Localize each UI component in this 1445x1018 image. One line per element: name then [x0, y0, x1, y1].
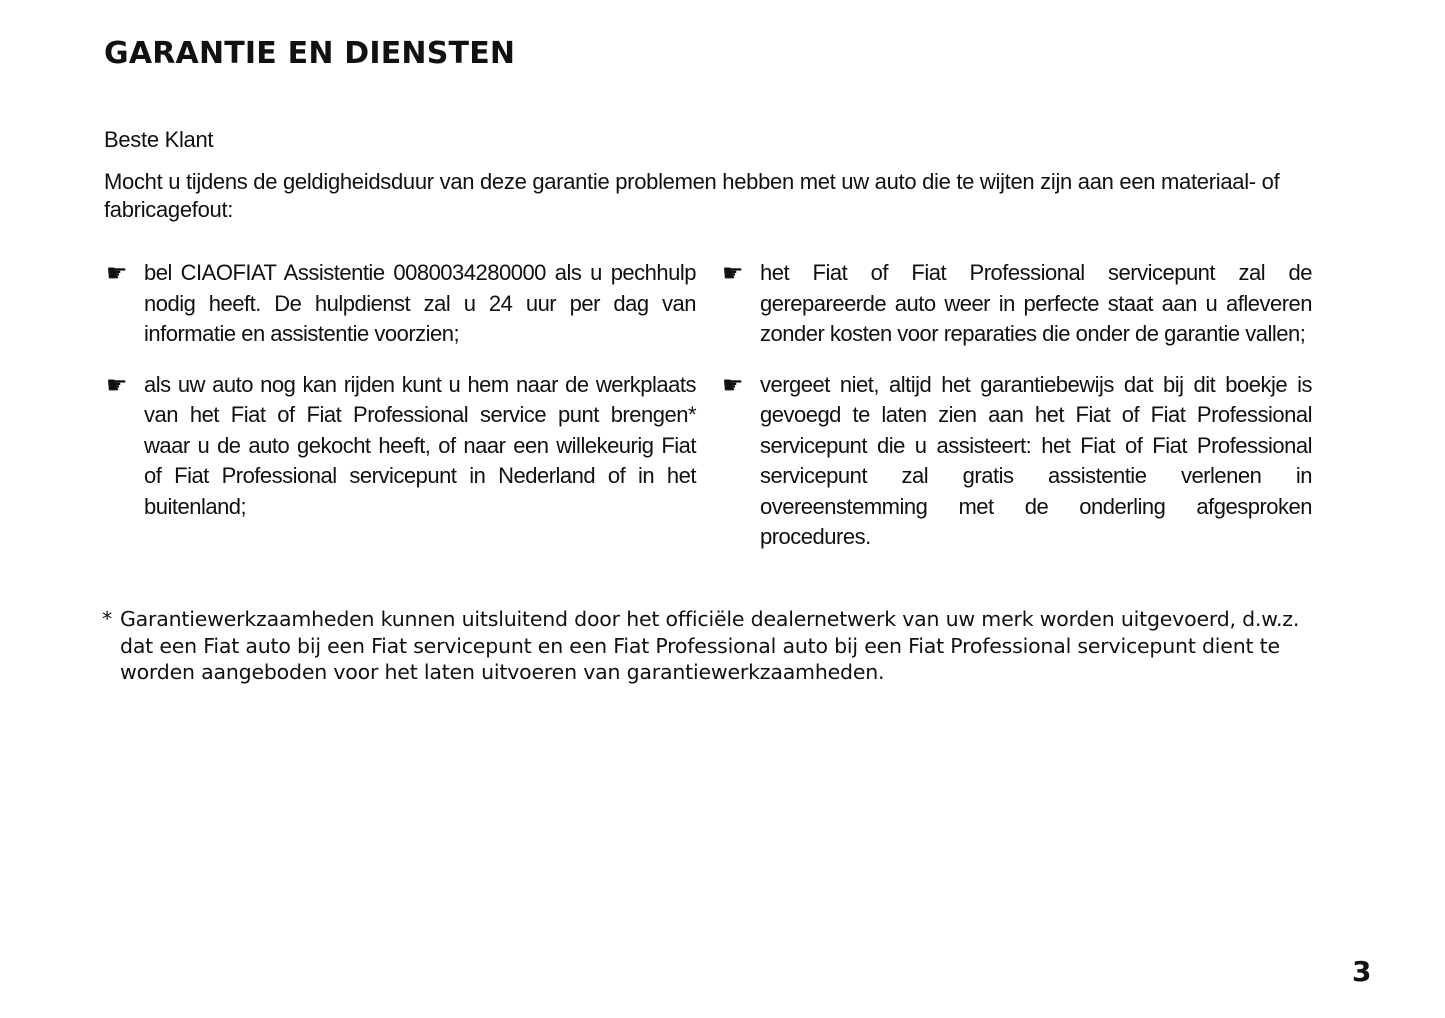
list-item [106, 370, 696, 523]
footnote-text: Garantiewerkzaamheden kunnen uitsluitend door het officiële dealernetwerk van uw merk worden uitgevoerd, d.w.z. dat een Fiat auto bij een Fiat servicepunt en een Fiat Professional auto bij een Fiat Professional servicepunt dient te worden aangeboden voor het laten uitvoeren van garantiewerkzaamheden. [120, 607, 1300, 684]
list-item-text: bel CIAOFIAT Assistentie 0080034280000 als u pechhulp nodig heeft. De hulpdienst zal u 24 uur per dag van informatie en assistentie voorzien; [144, 260, 696, 346]
footnote-marker: * [102, 607, 113, 631]
pointing-hand-icon: ☛ [722, 260, 744, 287]
page-number: 3 [1352, 955, 1372, 988]
list-item [722, 258, 1312, 350]
intro-paragraph: Mocht u tijdens de geldigheidsduur van deze garantie problemen hebben met uw auto die te wijten zijn aan een materiaal- of fabricagefout: [104, 169, 1280, 222]
pointing-hand-icon: ☛ [106, 260, 128, 287]
list-item-text: als uw auto nog kan rijden kunt u hem naar de werkplaats van het Fiat of Fiat Professional service punt brengen* waar u de auto gekocht heeft, of naar een willekeurig Fiat of Fiat Professional servicepunt in Nederland of in het buitenland; [144, 371, 696, 519]
list-item-text: vergeet niet, altijd het garantiebewijs dat bij dit boekje is gevoegd te laten zien aan het Fiat of Fiat Professional servicepunt die u assisteert: het Fiat of Fiat Professional servicepunt zal gratis assistentie verlenen in overeenstemming met de onderling afgesproken procedures. [760, 371, 1312, 549]
footnote [102, 606, 1302, 686]
salutation: Beste Klant [104, 127, 214, 152]
pointing-hand-icon: ☛ [722, 371, 744, 399]
pointing-hand-icon: ☛ [106, 371, 128, 399]
right-column [722, 258, 1312, 573]
left-column [106, 258, 696, 542]
list-item-text: het Fiat of Fiat Professional servicepunt zal de gerepareerde auto weer in perfecte staat aan u afleveren zonder kosten voor reparaties die onder de garantie vallen; [760, 260, 1312, 346]
list-item [722, 370, 1312, 553]
list-item [106, 258, 696, 350]
page-title: GARANTIE EN DIENSTEN [104, 36, 516, 71]
